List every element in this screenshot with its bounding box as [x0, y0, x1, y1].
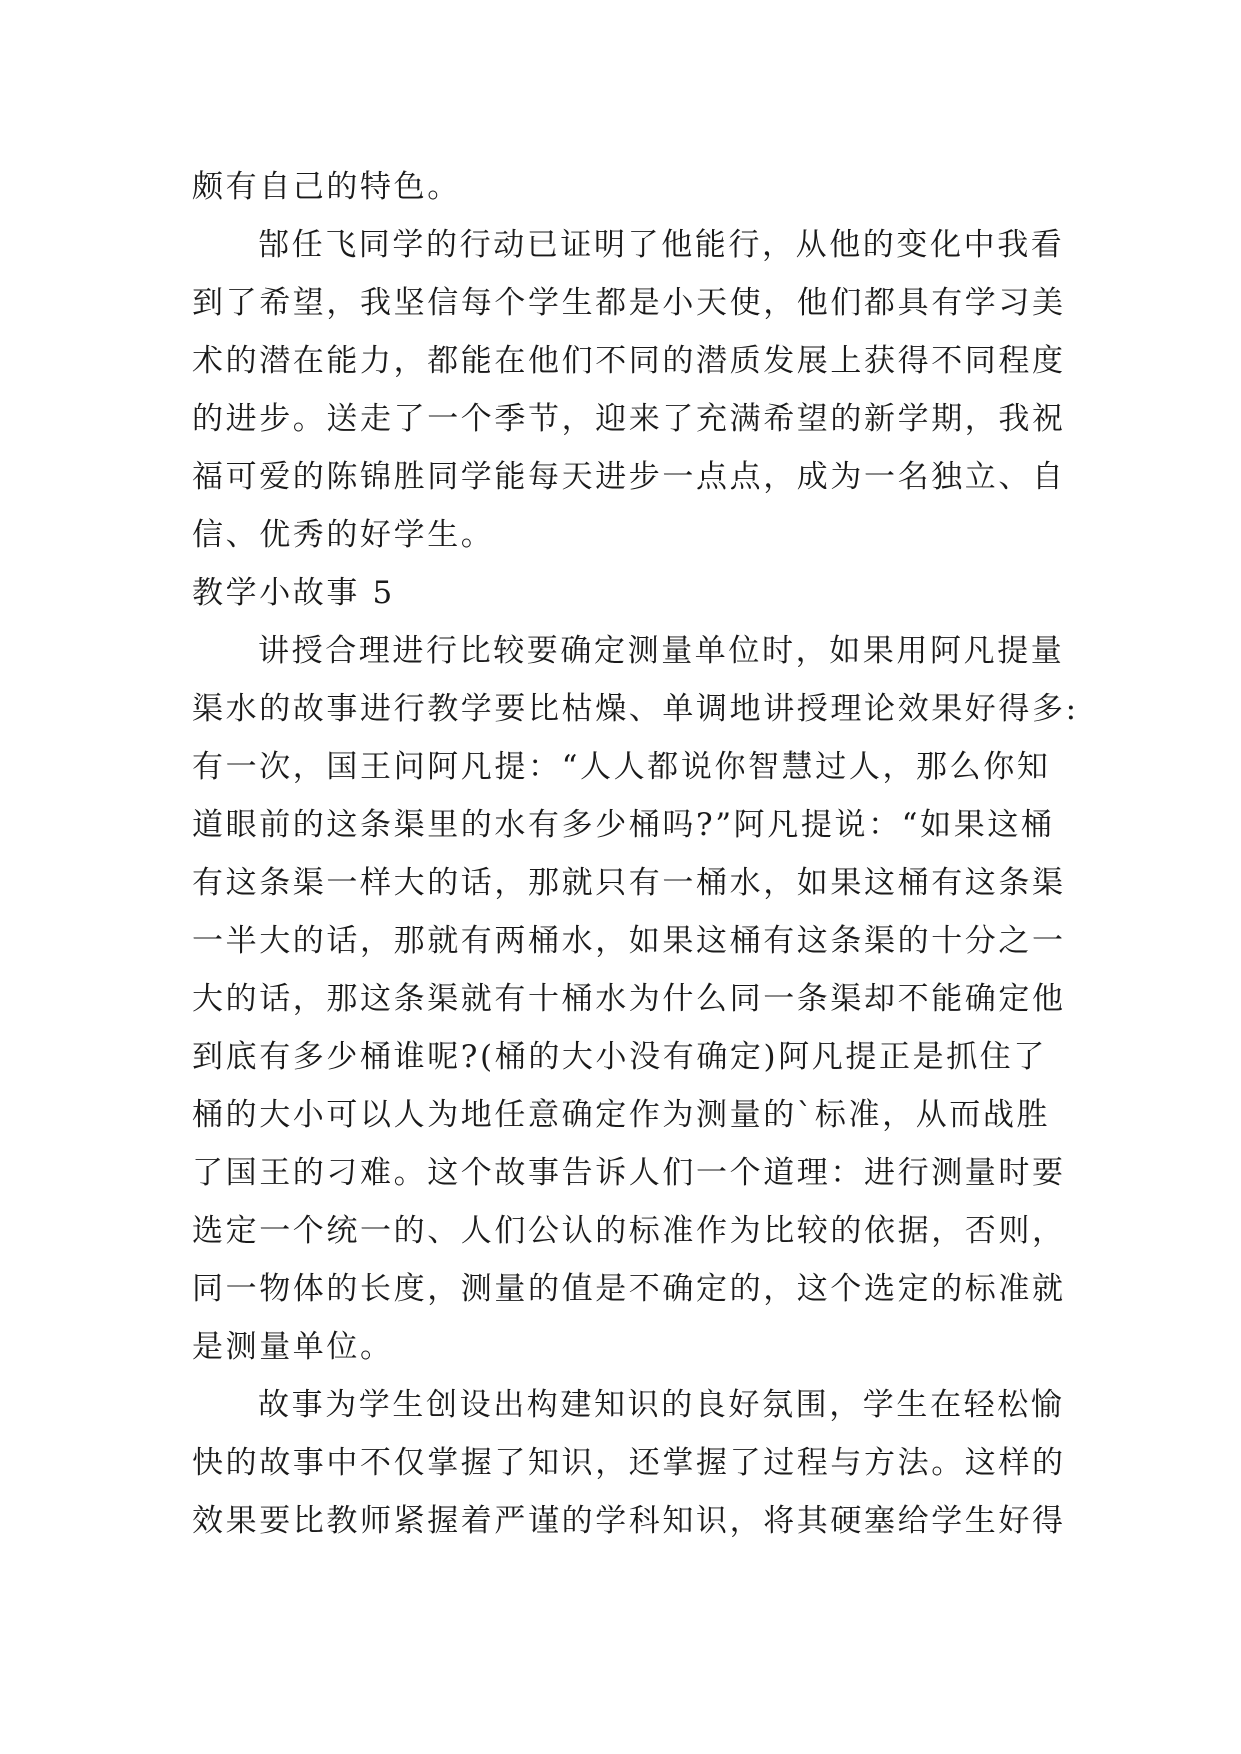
text-line: 术的潜在能力，都能在他们不同的潜质发展上获得不同程度 [192, 343, 1066, 379]
text-line: 是测量单位。 [192, 1329, 394, 1365]
text-line: 的进步。送走了一个季节，迎来了充满希望的新学期，我祝 [192, 401, 1066, 437]
text-line: 效果要比教师紧握着严谨的学科知识，将其硬塞给学生好得 [192, 1503, 1066, 1539]
text-line: 快的故事中不仅掌握了知识，还掌握了过程与方法。这样的 [192, 1445, 1066, 1481]
text-line: 同一物体的长度，测量的值是不确定的，这个选定的标准就 [192, 1271, 1066, 1307]
text-line: 选定一个统一的、人们公认的标准作为比较的依据，否则， [192, 1213, 1066, 1249]
section-heading: 教学小故事 5 [192, 575, 395, 611]
text-line: 了国王的刁难。这个故事告诉人们一个道理：进行测量时要 [192, 1155, 1066, 1191]
text-line: 有这条渠一样大的话，那就只有一桶水，如果这桶有这条渠 [192, 865, 1066, 901]
text-line: 讲授合理进行比较要确定测量单位时，如果用阿凡提量 [258, 633, 1065, 669]
document-body [192, 158, 1079, 1550]
text-line: 信、优秀的好学生。 [192, 517, 495, 553]
text-line: 福可爱的陈锦胜同学能每天进步一点点，成为一名独立、自 [192, 459, 1066, 495]
text-line: 到底有多少桶谁呢?(桶的大小没有确定)阿凡提正是抓住了 [192, 1039, 1048, 1075]
text-line: 一半大的话，那就有两桶水，如果这桶有这条渠的十分之一 [192, 923, 1066, 959]
text-line: 道眼前的这条渠里的水有多少桶吗?”阿凡提说：“如果这桶 [192, 807, 1055, 843]
text-line: 大的话，那这条渠就有十桶水为什么同一条渠却不能确定他 [192, 981, 1066, 1017]
text-line: 渠水的故事进行教学要比枯燥、单调地讲授理论效果好得多: [192, 691, 1079, 727]
text-line: 颇有自己的特色。 [192, 169, 461, 205]
text-line: 有一次，国王问阿凡提：“人人都说你智慧过人，那么你知 [192, 749, 1051, 785]
text-line: 到了希望，我坚信每个学生都是小天使，他们都具有学习美 [192, 285, 1066, 321]
text-line: 故事为学生创设出构建知识的良好氛围，学生在轻松愉 [258, 1387, 1065, 1423]
text-line: 郜任飞同学的行动已证明了他能行，从他的变化中我看 [258, 227, 1065, 263]
text-line: 桶的大小可以人为地任意确定作为测量的`标准，从而战胜 [192, 1097, 1051, 1133]
